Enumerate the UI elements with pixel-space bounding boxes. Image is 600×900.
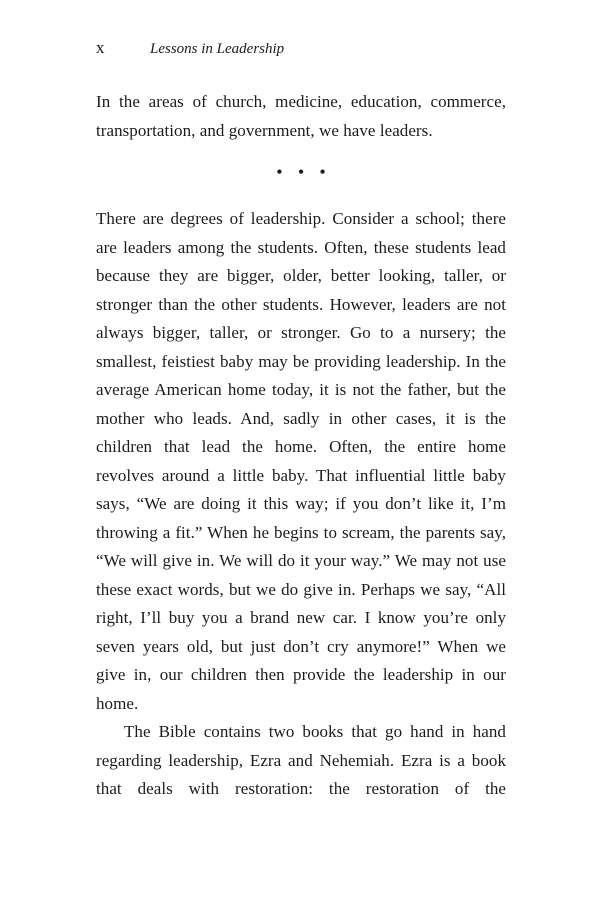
page-number: x [96,38,105,57]
running-head: Lessons in Leadership [150,41,285,57]
body-text [96,88,506,804]
section-break: • • • [276,164,332,181]
page-header [96,38,284,58]
paragraph: The Bible contains two books that go hand in hand regarding leadership, Ezra and Nehemiah. Ezra is a book that deals with restoration: the restoration of the [96,722,506,798]
paragraph: There are degrees of leadership. Consider a school; there are leaders among the students. Often, these students lead because they are bigger, older, better looking, taller, or stronger than the other students. However, leaders are not always bigger, taller, or stronger. Go to a nursery; the smallest, feistiest baby may be providing leadership. In the average American home today, it is not the father, but the mother who leads. And, sadly in other cases, it is the children that lead the home. Often, the entire home revolves around a little baby. That influential little baby says, “We are doing it this way; if you don’t like it, I’m throwing a fit.” When he begins to scream, the parents say, “We will give in. We will do it your way.” We may not use these exact words, but we do give in. Perhaps we say, “All right, I’ll buy you a brand new car. I know you’re only seven years old, but just don’t cry anymore!” When we give in, our children then provide the leadership in our home. [96,209,506,713]
intro-paragraph: In the areas of church, medicine, education, commerce, transportation, and government, we have leaders. [96,92,506,140]
